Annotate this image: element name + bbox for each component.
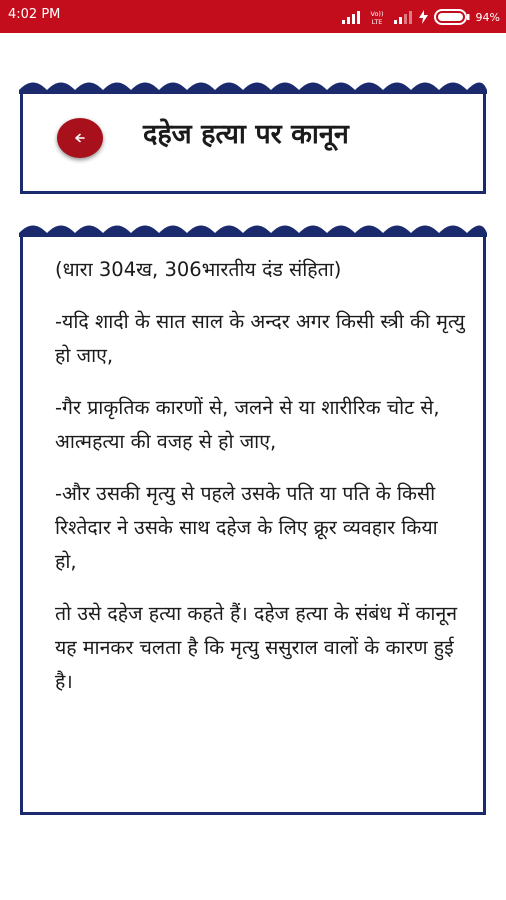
signal-icon bbox=[341, 10, 361, 24]
status-icons bbox=[341, 7, 500, 27]
volte-icon bbox=[367, 9, 387, 25]
page-title: दहेज हत्या पर कानून bbox=[143, 119, 349, 150]
decorative-scalloped-border bbox=[17, 76, 489, 94]
status-time: 4:02 PM bbox=[8, 7, 61, 22]
battery-icon bbox=[434, 9, 470, 25]
article-paragraph: (धारा 304ख, 306भारतीय दंड संहिता) bbox=[55, 258, 342, 281]
decorative-scalloped-border bbox=[17, 219, 489, 237]
article-paragraph: -और उसकी मृत्यु से पहले उसके पति या पति के किसी रिश्तेदार ने उसके साथ दहेज के लिए क्रूर व्यवहार किया हो, bbox=[55, 482, 438, 573]
charging-icon bbox=[419, 10, 428, 24]
battery-percent: 94% bbox=[475, 10, 500, 24]
volte-label-bottom: LTE bbox=[371, 18, 382, 25]
signal-icon bbox=[393, 10, 413, 24]
article-paragraph: -यदि शादी के सात साल के अन्दर अगर किसी स्त्री की मृत्यु हो जाए, bbox=[55, 310, 465, 367]
article-paragraph: तो उसे दहेज हत्या कहते हैं। दहेज हत्या के संबंध में कानून यह मानकर चलता है कि मृत्यु ससुराल वालों के कारण हुई है। bbox=[55, 602, 458, 693]
volte-label-top: Vo)) bbox=[370, 10, 384, 18]
article-paragraph: -गैर प्राकृतिक कारणों से, जलने से या शारीरिक चोट से, आत्महत्या की वजह से हो जाए, bbox=[55, 396, 440, 453]
article-body bbox=[55, 253, 465, 717]
content-card bbox=[20, 233, 486, 815]
status-bar bbox=[0, 0, 506, 33]
back-button[interactable] bbox=[57, 118, 103, 158]
arrow-left-icon bbox=[75, 133, 85, 143]
title-card bbox=[20, 90, 486, 194]
